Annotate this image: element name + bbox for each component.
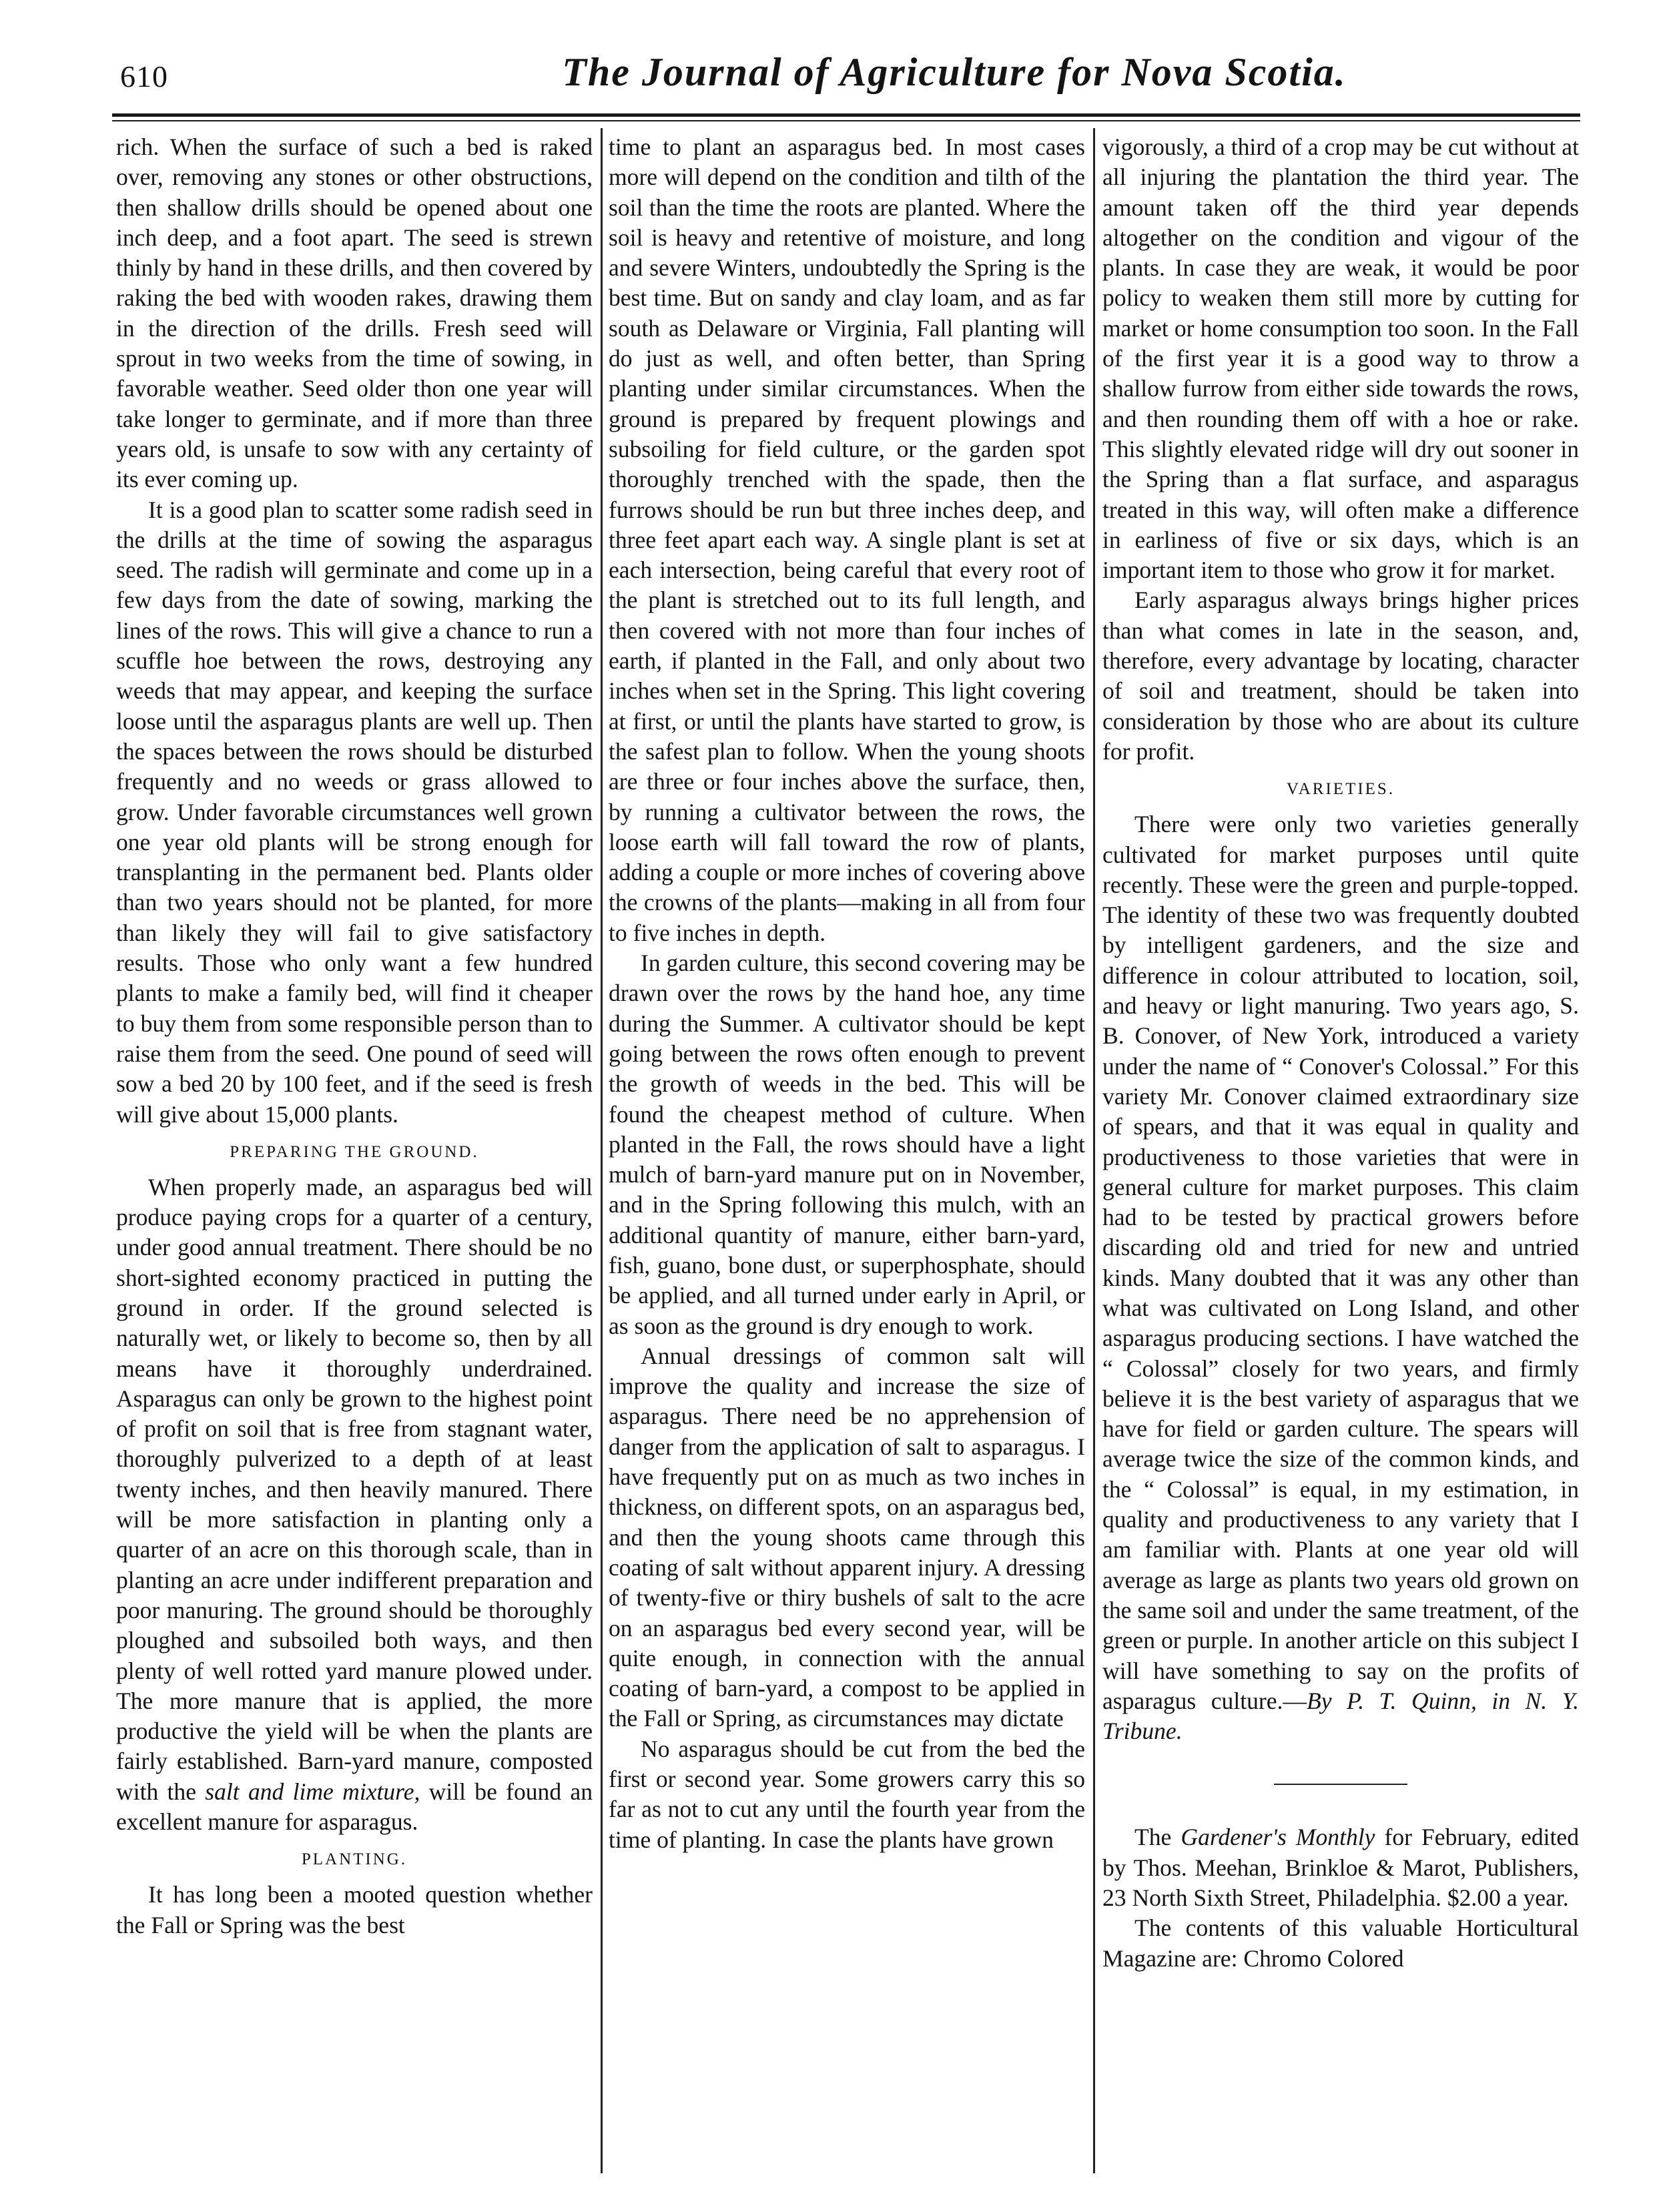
paragraph: vigorously, a third of a crop may be cut without at all injuring the plantation the third year. The amount taken off the third year depends altogether on the condition and vigour of the plants. In case they are weak, it would be poor policy to weaken them still more by cutting for market or home consumption too soon. In the Fall of the first year it is a good way to throw a shallow furrow from either side towards the rows, and then rounding them off with a hoe or rake. This slightly elevated ridge will dry out sooner in the Spring than a flat surface, and asparagus treated in this way, will often make a difference in earliness of five or six days, which is an important item to those who grow it for market. bbox=[1102, 133, 1579, 584]
paragraph: time to plant an asparagus bed. In most cases more will depend on the condition and tilth of the soil than the time the roots are planted. Where the soil is heavy and retentive of moisture, and long and severe Winters, undoubtedly the Spring is the best time. But on sandy and clay loam, and as far south as Delaware or Virginia, Fall planting will do just as well, and often better, than Spring planting under similar circumstances. When the ground is prepared by frequent plowings and subsoiling for field culture, or the garden spot thoroughly trenched with the spade, then the furrows should be run but three inches deep, and three feet apart each way. A single plant is set at each intersection, being careful that every root of the plant is stretched out to its full length, and then covered with not more than four inches of earth, if planted in the Fall, and only about two inches when set in the Spring. This light covering at first, or until the plants have started to grow, is the safest plan to follow. When the young shoots are three or four inches above the surface, then, by running a cultivator between the rows, the loose earth will fall toward the row of plants, adding a couple or more inches of covering above the crowns of the plants—making in all from four to five inches in depth. bbox=[609, 133, 1085, 946]
paragraph bbox=[1102, 809, 1579, 1746]
paragraph: Early asparagus always brings higher prices than what comes in late in the season, and, therefore, every advantage by locating, character of soil and treatment, should be taken into consideration by those who are about its culture for profit. bbox=[1102, 587, 1579, 765]
italic-phrase: salt and lime mixture, bbox=[205, 1778, 420, 1805]
column-3 bbox=[1102, 132, 1579, 2181]
header-rule bbox=[112, 113, 1580, 117]
italic-title: Gardener's Monthly bbox=[1181, 1824, 1375, 1851]
running-head: The Journal of Agriculture for Nova Scotia. bbox=[562, 50, 1347, 94]
section-heading: PREPARING THE GROUND. bbox=[230, 1142, 479, 1161]
column-rule-left bbox=[601, 128, 603, 2173]
paragraph-text: When properly made, an asparagus bed will produce paying crops for a quarter of a century, under good annual treatment. There should be no short-sighted economy practiced in putting the ground in order. If the ground selected is naturally wet, or likely to become so, then by all means have it thoroughly underdrained. Asparagus can only be grown to the highest point of profit on soil that is free from stagnant water, thoroughly pulverized to a depth of at least twenty inches, and then heavily manured. There will be more satisfaction in planting only a quarter of an acre on this thorough scale, than in planting an acre under indifferent preparation and poor manuring. The ground should be thoroughly ploughed and subsoiled both ways, and then plenty of well rotted yard manure plowed under. The more manure that is applied, the more productive the yield will be when the plants are fairly established. Barn-yard manure, composted with the bbox=[116, 1173, 593, 1805]
paragraph bbox=[116, 1172, 593, 1838]
section-heading: PLANTING. bbox=[301, 1850, 408, 1869]
paragraph: It is a good plan to scatter some radish seed in the drills at the time of sowing the asparagus seed. The radish will germinate and come up in a few days from the date of sowing, marking the lines of the rows. This will give a chance to run a scuffle hoe between the rows, destroying any weeds that may appear, and keeping the surface loose until the asparagus plants are well up. Then the spaces between the rows should be disturbed frequently and no weeds or grass allowed to grow. Under favorable circumstances well grown one year old plants will be strong enough for transplanting in the permanent bed. Plants older than two years should not be planted, for more than likely they will fail to give satisfactory results. Those who only want a few hundred plants to make a family bed, will find it cheaper to buy them from some responsible person than to raise them from the seed. One pound of seed will sow a bed 20 by 100 feet, and if the seed is fresh will give about 15,000 plants. bbox=[116, 496, 593, 1128]
paragraph bbox=[1102, 1822, 1579, 1913]
column-2 bbox=[609, 132, 1085, 2181]
paragraph: The contents of this valuable Horticultural Magazine are: Chromo Colored bbox=[1102, 1914, 1579, 1972]
byline: By P. T. Quinn, in N. Y. Tribune. bbox=[1102, 1687, 1579, 1745]
page-number: 610 bbox=[120, 59, 168, 93]
column-rule-right bbox=[1093, 128, 1095, 2173]
paragraph: No asparagus should be cut from the bed the first or second year. Some growers carry this so far as not to cut any until the fourth year from the time of planting. In case the plants have grown bbox=[609, 1735, 1085, 1853]
paragraph-text: will be found an excellent manure for asparagus. bbox=[116, 1778, 593, 1836]
paragraph: Annual dressings of common salt will improve the quality and increase the size of asparagus. There need be no apprehension of danger from the application of salt to asparagus. I have frequently put on as much as two inches in thickness, on different spots, on an asparagus bed, and then the young shoots came through this coating of salt without apparent injury. A dressing of twenty-five or thiry bushels of salt to the acre on an asparagus bed every second year, will be quite enough, in connection with the annual coating of barn-yard, a compost to be applied in the Fall or Spring, as circumstances may dictate bbox=[609, 1342, 1085, 1732]
paragraph-text: for February, edited by Thos. Meehan, Brinkloe & Marot, Publishers, 23 North Sixth Street, Philadelphia. $2.00 a year. bbox=[1102, 1824, 1579, 1912]
header-rule-thin bbox=[112, 120, 1580, 121]
paragraph: In garden culture, this second covering may be drawn over the rows by the hand hoe, any time during the Summer. A cultivator should be kept going between the rows often enough to prevent the growth of weeds in the bed. This will be found the cheapest method of culture. When planted in the Fall, the rows should have a light mulch of barn-yard manure put on in November, and in the Spring following this mulch, with an additional quantity of manure, either barn-yard, fish, guano, bone dust, or superphosphate, should be applied, and all turned under early in April, or as soon as the ground is dry enough to work. bbox=[609, 950, 1085, 1339]
column-1 bbox=[116, 132, 593, 2181]
section-divider bbox=[1274, 1784, 1407, 1785]
paragraph-text: The bbox=[1134, 1824, 1172, 1851]
paragraph-text: There were only two varieties generally cultivated for market purposes until quite recently. These were the green and purple-topped. The identity of these two was frequently doubted by intelligent gardeners, and the size and difference in colour attributed to location, soil, and heavy or light manuring. Two years ago, S. B. Conover, of New York, introduced a variety under the name of “ Conover's Colossal.” For this variety Mr. Conover claimed extraordinary size of spears, and that it was equal in quality and productiveness to those varieties that were in general culture for market purposes. This claim had to be tested by practical growers before discarding old and tried for new and untried kinds. Many doubted that it was any other than what was cultivated on Long Island, and other asparagus producing sections. I have watched the “ Colossal” closely for two years, and firmly believe it is the best variety of asparagus that we have for field or garden culture. The spears will average twice the size of the common kinds, and the “ Colossal” is equal, in my estimation, in quality and productiveness to any variety that I am familiar with. Plants at one year old will average as large as plants two years old grown on the same soil and under the same treatment, of the green or purple. In another article on this subject I will have something to say on the profits of asparagus culture.— bbox=[1102, 811, 1579, 1714]
paragraph: rich. When the surface of such a bed is raked over, removing any stones or other obstructions, then shallow drills should be opened about one inch deep, and a foot apart. The seed is strewn thinly by hand in these drills, and then covered by raking the bed with wooden rakes, drawing them in the direction of the drills. Fresh seed will sprout in two weeks from the time of sowing, in favorable weather. Seed older thon one year will take longer to germinate, and if more than three years old, is unsafe to sow with any certainty of its ever coming up. bbox=[116, 133, 593, 493]
paragraph: It has long been a mooted question whether the Fall or Spring was the best bbox=[116, 1881, 593, 1938]
section-heading: VARIETIES. bbox=[1286, 780, 1395, 799]
